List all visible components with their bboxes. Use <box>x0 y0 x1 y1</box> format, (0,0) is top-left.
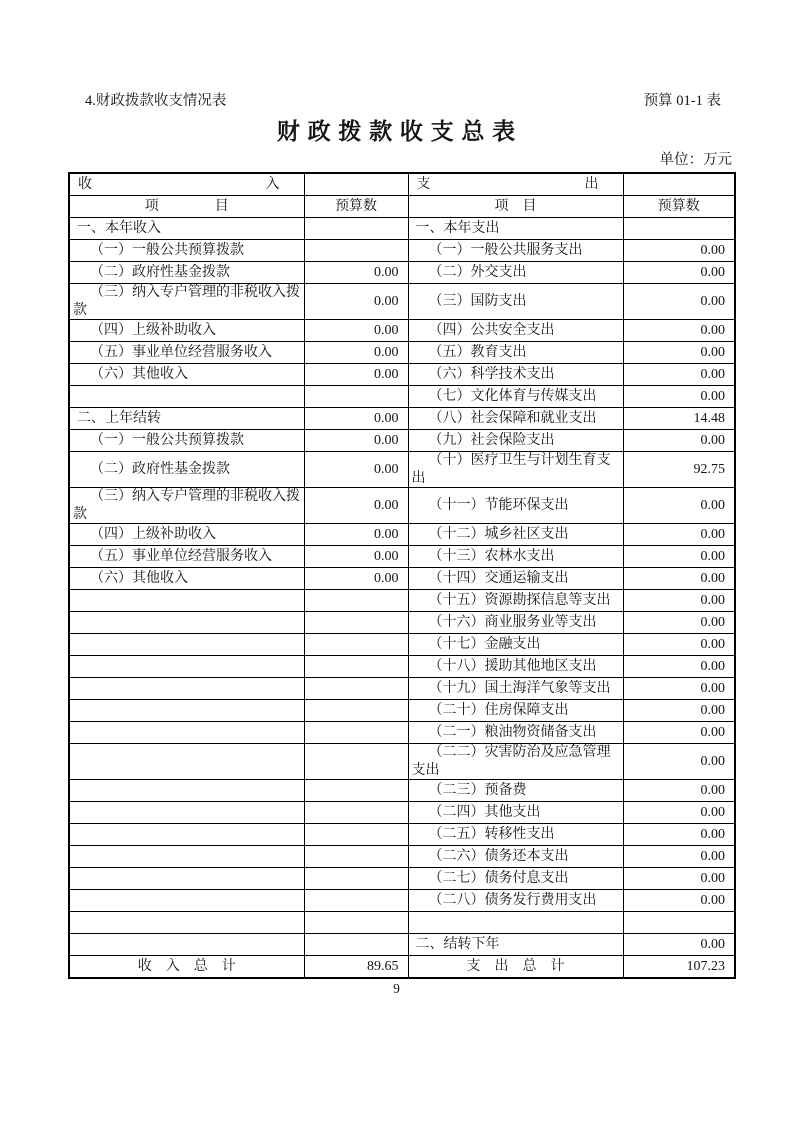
expense-item-cell: （七）文化体育与传媒支出 <box>408 386 623 408</box>
expense-item-cell: （十九）国土海洋气象等支出 <box>408 678 623 700</box>
income-item-cell <box>69 386 304 408</box>
expense-value-cell: 0.00 <box>623 284 735 320</box>
income-item-cell <box>69 912 304 934</box>
income-item-cell: （三）纳入专户管理的非税收入拨款 <box>69 488 304 524</box>
table-row <box>69 262 735 284</box>
income-value-cell: 0.00 <box>304 320 408 342</box>
income-value-cell <box>304 678 408 700</box>
expense-item-cell: 一、本年支出 <box>408 218 623 240</box>
expense-item-cell: （八）社会保障和就业支出 <box>408 408 623 430</box>
expense-item-cell: （二三）预备费 <box>408 780 623 802</box>
expense-item-cell: （九）社会保险支出 <box>408 430 623 452</box>
income-value-cell <box>304 634 408 656</box>
table-row <box>69 342 735 364</box>
income-item-cell <box>69 846 304 868</box>
expense-value-cell: 0.00 <box>623 846 735 868</box>
expense-item-cell: （二一）粮油物资储备支出 <box>408 722 623 744</box>
expense-value-cell: 0.00 <box>623 568 735 590</box>
income-value-cell <box>304 240 408 262</box>
expense-item-cell: （六）科学技术支出 <box>408 364 623 386</box>
expense-item-cell: （十八）援助其他地区支出 <box>408 656 623 678</box>
expense-value-cell: 0.00 <box>623 802 735 824</box>
expense-value-cell: 0.00 <box>623 342 735 364</box>
expense-value-cell: 0.00 <box>623 590 735 612</box>
income-item-column-header: 项 目 <box>69 196 304 218</box>
expense-item-cell: （十二）城乡社区支出 <box>408 524 623 546</box>
expense-value-cell: 0.00 <box>623 524 735 546</box>
table-row <box>69 408 735 430</box>
document-meta-row <box>85 93 721 110</box>
income-item-cell <box>69 590 304 612</box>
expense-item-column-header: 项 目 <box>408 196 623 218</box>
table-row <box>69 956 735 979</box>
income-item-cell: （四）上级补助收入 <box>69 320 304 342</box>
income-item-cell <box>69 656 304 678</box>
expense-item-cell: （十七）金融支出 <box>408 634 623 656</box>
expense-item-cell: （十三）农林水支出 <box>408 546 623 568</box>
expense-value-cell: 92.75 <box>623 452 735 488</box>
table-row <box>69 240 735 262</box>
table-row <box>69 890 735 912</box>
income-budget-column-header: 预算数 <box>304 196 408 218</box>
income-group-char-first: 收 <box>78 176 92 192</box>
income-item-cell <box>69 612 304 634</box>
expense-value-cell: 0.00 <box>623 678 735 700</box>
table-row <box>69 612 735 634</box>
expense-group-char-first: 支 <box>416 176 431 192</box>
table-row <box>69 846 735 868</box>
expense-value-cell: 0.00 <box>623 612 735 634</box>
expense-value-cell: 0.00 <box>623 320 735 342</box>
table-row <box>69 678 735 700</box>
table-row <box>69 656 735 678</box>
expense-value-cell: 0.00 <box>623 240 735 262</box>
income-item-cell <box>69 678 304 700</box>
expense-value-cell: 0.00 <box>623 780 735 802</box>
expense-value-cell: 0.00 <box>623 656 735 678</box>
income-value-cell: 0.00 <box>304 488 408 524</box>
table-row <box>69 364 735 386</box>
expense-value-cell: 0.00 <box>623 262 735 284</box>
expense-item-cell: （二四）其他支出 <box>408 802 623 824</box>
table-row <box>69 780 735 802</box>
income-value-cell <box>304 612 408 634</box>
budget-table <box>68 172 736 979</box>
expense-item-cell: （十四）交通运输支出 <box>408 568 623 590</box>
income-value-cell <box>304 744 408 780</box>
income-item-cell <box>69 780 304 802</box>
expense-item-cell: （十）医疗卫生与计划生育支出 <box>408 452 623 488</box>
income-value-cell <box>304 722 408 744</box>
income-value-cell <box>304 868 408 890</box>
income-item-cell: （五）事业单位经营服务收入 <box>69 342 304 364</box>
income-item-cell <box>69 744 304 780</box>
income-item-cell: （一）一般公共预算拨款 <box>69 430 304 452</box>
expense-budget-column-header: 预算数 <box>623 196 735 218</box>
column-header-row <box>69 196 735 218</box>
expense-value-cell: 0.00 <box>623 546 735 568</box>
income-value-cell: 0.00 <box>304 546 408 568</box>
income-group-char-second: 入 <box>265 176 280 192</box>
table-row <box>69 386 735 408</box>
income-item-cell <box>69 802 304 824</box>
income-group-header <box>69 173 304 196</box>
income-value-cell: 0.00 <box>304 408 408 430</box>
income-value-cell <box>304 656 408 678</box>
expense-item-cell: （二七）债务付息支出 <box>408 868 623 890</box>
table-row <box>69 546 735 568</box>
income-item-cell: 二、上年结转 <box>69 408 304 430</box>
expense-item-cell: （二二）灾害防治及应急管理支出 <box>408 744 623 780</box>
table-body <box>69 218 735 979</box>
expense-value-cell: 0.00 <box>623 634 735 656</box>
expense-item-cell: 二、结转下年 <box>408 934 623 956</box>
income-item-cell: （四）上级补助收入 <box>69 524 304 546</box>
expense-value-cell: 0.00 <box>623 364 735 386</box>
expense-item-cell: （二八）债务发行费用支出 <box>408 890 623 912</box>
doc-label: 4.财政拨款收支情况表 <box>85 93 227 109</box>
table-row <box>69 452 735 488</box>
income-item-cell: （二）政府性基金拨款 <box>69 262 304 284</box>
expense-item-cell: （二十）住房保障支出 <box>408 700 623 722</box>
income-value-cell <box>304 934 408 956</box>
expense-item-cell: （二五）转移性支出 <box>408 824 623 846</box>
income-value-cell <box>304 890 408 912</box>
table-row <box>69 824 735 846</box>
expense-value-cell: 0.00 <box>623 430 735 452</box>
income-item-cell <box>69 722 304 744</box>
form-number-label: 预算 01-1 表 <box>643 93 721 109</box>
income-value-cell: 89.65 <box>304 956 408 979</box>
table-row <box>69 524 735 546</box>
table-row <box>69 802 735 824</box>
table-row <box>69 934 735 956</box>
income-value-cell <box>304 912 408 934</box>
income-item-cell: （一）一般公共预算拨款 <box>69 240 304 262</box>
income-item-cell: 收 入 总 计 <box>69 956 304 979</box>
income-value-cell: 0.00 <box>304 284 408 320</box>
expense-item-cell: （十六）商业服务业等支出 <box>408 612 623 634</box>
table-row <box>69 912 735 934</box>
table-row <box>69 700 735 722</box>
expense-item-cell: （四）公共安全支出 <box>408 320 623 342</box>
expense-value-cell <box>623 218 735 240</box>
income-item-cell <box>69 824 304 846</box>
expense-value-cell: 0.00 <box>623 868 735 890</box>
expense-item-cell: （十五）资源勘探信息等支出 <box>408 590 623 612</box>
income-value-cell: 0.00 <box>304 568 408 590</box>
income-item-cell: （五）事业单位经营服务收入 <box>69 546 304 568</box>
income-item-cell: （三）纳入专户管理的非税收入拨款 <box>69 284 304 320</box>
expense-group-header <box>408 173 623 196</box>
income-item-cell: （六）其他收入 <box>69 364 304 386</box>
income-item-cell <box>69 634 304 656</box>
expense-value-cell: 107.23 <box>623 956 735 979</box>
income-value-cell: 0.00 <box>304 452 408 488</box>
table-row <box>69 634 735 656</box>
income-value-cell: 0.00 <box>304 524 408 546</box>
income-item-cell: （六）其他收入 <box>69 568 304 590</box>
table-row <box>69 568 735 590</box>
income-value-cell <box>304 846 408 868</box>
unit-label: 单位：万元 <box>659 152 732 168</box>
table-row <box>69 430 735 452</box>
income-value-cell <box>304 802 408 824</box>
expense-value-cell: 0.00 <box>623 722 735 744</box>
page-title: 财 政 拨 款 收 支 总 表 <box>276 119 517 144</box>
expense-item-cell: （五）教育支出 <box>408 342 623 364</box>
table-row <box>69 868 735 890</box>
expense-value-cell: 0.00 <box>623 934 735 956</box>
table-row <box>69 744 735 780</box>
table-row <box>69 218 735 240</box>
income-value-cell: 0.00 <box>304 342 408 364</box>
income-item-cell <box>69 868 304 890</box>
expense-item-cell: （二）外交支出 <box>408 262 623 284</box>
income-value-cell <box>304 386 408 408</box>
table-row <box>69 590 735 612</box>
income-value-cell <box>304 824 408 846</box>
expense-group-char-second: 出 <box>584 176 599 192</box>
expense-item-cell: （三）国防支出 <box>408 284 623 320</box>
expense-value-cell: 0.00 <box>623 488 735 524</box>
income-value-cell: 0.00 <box>304 364 408 386</box>
page-number: 9 <box>393 981 400 996</box>
income-item-cell <box>69 700 304 722</box>
expense-item-cell: （二六）债务还本支出 <box>408 846 623 868</box>
group-header-row <box>69 173 735 196</box>
income-value-cell <box>304 700 408 722</box>
expense-item-cell: 支 出 总 计 <box>408 956 623 979</box>
expense-group-header-spacer <box>623 173 735 196</box>
table-row <box>69 284 735 320</box>
expense-item-cell: （十一）节能环保支出 <box>408 488 623 524</box>
income-item-cell <box>69 934 304 956</box>
income-value-cell <box>304 590 408 612</box>
income-item-cell: 一、本年收入 <box>69 218 304 240</box>
expense-value-cell: 0.00 <box>623 744 735 780</box>
expense-item-cell <box>408 912 623 934</box>
income-value-cell: 0.00 <box>304 430 408 452</box>
expense-item-cell: （一）一般公共服务支出 <box>408 240 623 262</box>
income-group-header-spacer <box>304 173 408 196</box>
income-value-cell: 0.00 <box>304 262 408 284</box>
income-item-cell <box>69 890 304 912</box>
expense-value-cell: 0.00 <box>623 890 735 912</box>
income-item-cell: （二）政府性基金拨款 <box>69 452 304 488</box>
table-row <box>69 320 735 342</box>
expense-value-cell <box>623 912 735 934</box>
expense-value-cell: 0.00 <box>623 824 735 846</box>
table-header <box>69 173 735 218</box>
income-value-cell <box>304 780 408 802</box>
expense-value-cell: 14.48 <box>623 408 735 430</box>
expense-value-cell: 0.00 <box>623 386 735 408</box>
table-row <box>69 722 735 744</box>
expense-value-cell: 0.00 <box>623 700 735 722</box>
table-row <box>69 488 735 524</box>
income-value-cell <box>304 218 408 240</box>
